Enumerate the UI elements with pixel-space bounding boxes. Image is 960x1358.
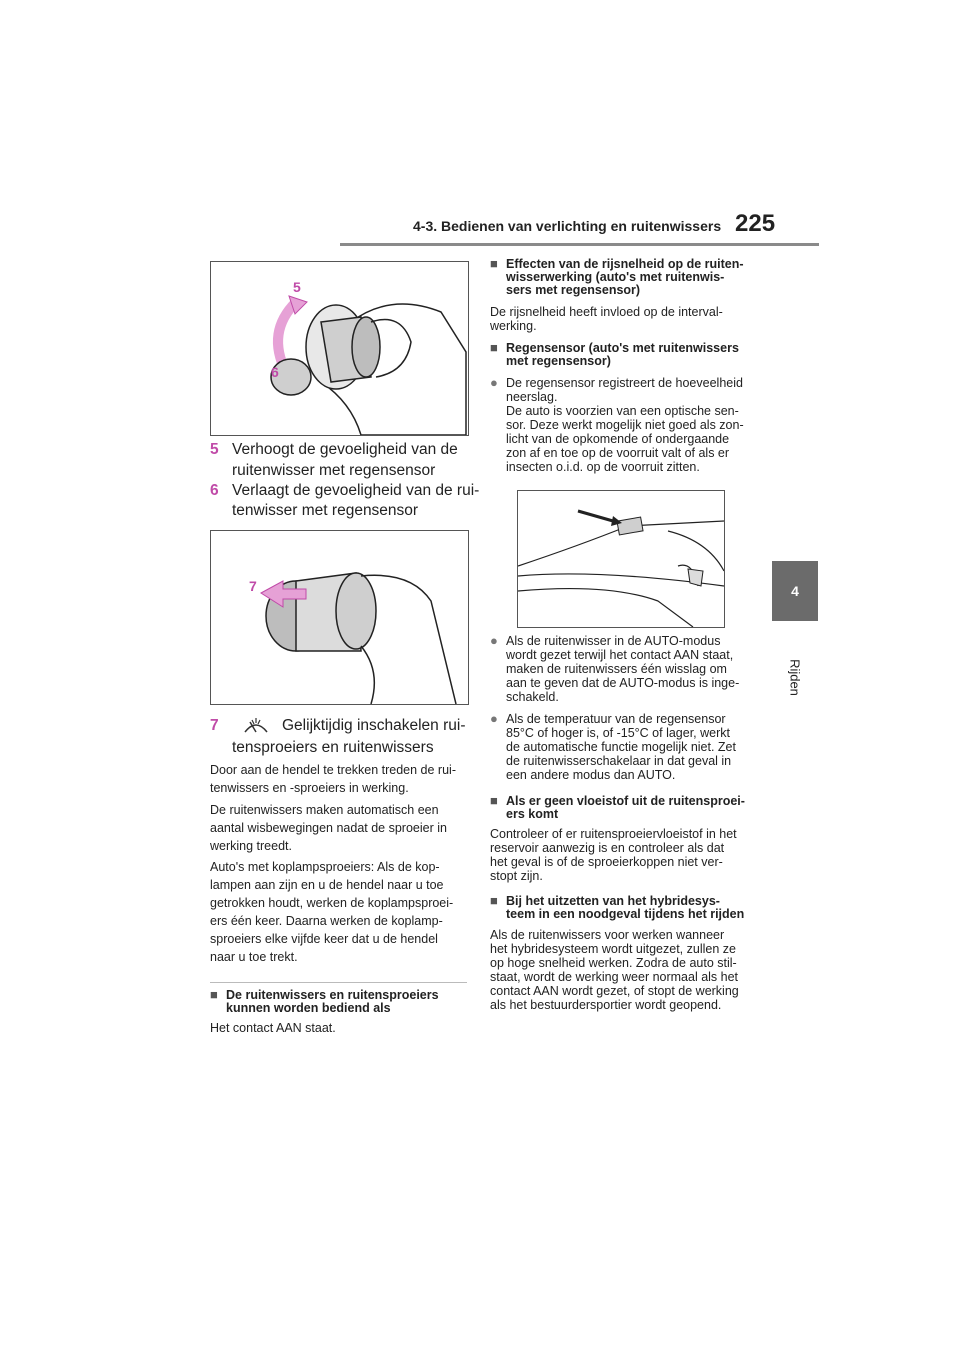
para-line: De rijsnelheid heeft invloed op de interval-: [490, 305, 723, 319]
bullet-temperature: [490, 711, 760, 782]
para-line: op hoge snelheid werken. Zodra de auto stil-: [490, 956, 737, 970]
square-bullet-icon: ■: [490, 256, 498, 271]
para-line: De auto is voorzien van een optische sen-: [506, 404, 739, 418]
para-headlamp-washers: [210, 858, 475, 966]
item-6-number: 6: [210, 482, 219, 499]
para-line: de ruitenwisserschakelaar in dat geval in: [506, 754, 732, 768]
para-line: aantal wisbewegingen nadat de sproeier in: [210, 821, 447, 835]
para-line: lampen aan zijn en u de hendel naar u toe: [210, 878, 444, 892]
section-emergency-stop: [490, 893, 760, 921]
item-7-line2: tensproeiers en ruitenwissers: [232, 739, 434, 756]
para-line: staat, wordt de werking weer normaal als het: [490, 970, 739, 984]
square-bullet-icon: ■: [210, 987, 218, 1002]
chapter-label: [760, 650, 830, 710]
bullet-text: [506, 712, 736, 782]
para-line: zon af en toe op de voorruit valt of als er: [506, 446, 730, 460]
square-bullet-icon: ■: [490, 793, 498, 808]
para-line: schakeld.: [506, 690, 559, 704]
bullet-auto-mode: [490, 633, 760, 704]
para-line: Controleer of er ruitensproeiervloeistof in het: [490, 827, 737, 841]
header-rule: [340, 243, 819, 246]
para-line: Als de temperatuur van de regensensor: [506, 712, 726, 726]
section-divider: [210, 982, 467, 983]
para-line: Door aan de hendel te trekken treden de rui-: [210, 763, 456, 777]
para-line: naar u toe trekt.: [210, 950, 298, 964]
section-title-line: sers met regensensor): [506, 283, 641, 297]
section-speed-body: [490, 305, 760, 333]
para-line: neerslag.: [506, 390, 558, 404]
figure-knob-sensitivity: [210, 261, 469, 436]
para-line: Auto's met koplampsproeiers: Als de kop-: [210, 860, 440, 874]
section-title-line: De ruitenwissers en ruitensproeiers: [226, 988, 439, 1002]
para-line: De regensensor registreert de hoeveelheid: [506, 376, 743, 390]
para-line: De ruitenwissers maken automatisch een: [210, 803, 439, 817]
chapter-tab[interactable]: 4: [772, 561, 818, 621]
square-bullet-icon: ■: [490, 893, 498, 908]
section-speed-effects: [490, 256, 760, 297]
section-title-line: kunnen worden bediend als: [226, 1001, 391, 1015]
bullet-text: [506, 634, 739, 704]
para-line: werking.: [490, 319, 537, 333]
callout-7: 7: [249, 578, 257, 594]
windshield-illustration: [518, 491, 724, 627]
chapter-label-text: Rijden: [787, 659, 803, 696]
circle-bullet-icon: ●: [490, 375, 498, 390]
item-5: [210, 440, 470, 479]
circle-bullet-icon: ●: [490, 633, 498, 648]
page-number: 225: [735, 210, 776, 237]
circle-bullet-icon: ●: [490, 711, 498, 726]
section-title-line: Effecten van de rijsnelheid op de ruiten-: [506, 257, 744, 271]
para-line: Als de ruitenwissers voor werken wanneer: [490, 928, 725, 942]
section-no-fluid: [490, 793, 760, 821]
hand-knob-illustration: [211, 262, 468, 435]
bullet-text: [506, 376, 744, 474]
figure-windshield-sensor: [517, 490, 725, 628]
section-operable-body: Het contact AAN staat.: [210, 1021, 336, 1035]
section-operable-when: [210, 987, 475, 1015]
section-title-line: Als er geen vloeistof uit de ruitensproei-: [506, 794, 745, 808]
para-line: getrokken houdt, werken de koplampsproei-: [210, 896, 454, 910]
section-rain-sensor: [490, 340, 760, 368]
item-6-line1: Verlaagt de gevoeligheid van de rui-: [232, 482, 480, 499]
para-line: licht van de opkomende of ondergaande: [506, 432, 730, 446]
para-line: 85°C of hoger is, of -15°C of lager, werkt: [506, 726, 730, 740]
section-emergency-body: [490, 928, 760, 1012]
section-title-line: Regensensor (auto's met ruitenwissers: [506, 341, 739, 355]
section-title-line: ers komt: [506, 807, 559, 821]
item-7: [210, 716, 470, 756]
item-5-line2: ruitenwisser met regensensor: [232, 462, 436, 479]
callout-6: 6: [271, 364, 279, 380]
section-title-line: met regensensor): [506, 354, 611, 368]
para-line: aan te geven dat de AUTO-modus is inge-: [506, 676, 740, 690]
callout-5: 5: [293, 279, 301, 295]
para-line: Als de ruitenwisser in de AUTO-modus: [506, 634, 721, 648]
section-title: 4-3. Bedienen van verlichting en ruitenwissers: [413, 218, 722, 234]
para-line: sproeiers elke vijfde keer dat u de hendel: [210, 932, 438, 946]
para-line: het hybridesysteem wordt uitgezet, zullen ze: [490, 942, 736, 956]
para-line: stopt zijn.: [490, 869, 543, 883]
item-7-number: 7: [210, 717, 219, 734]
para-line: werking treedt.: [210, 839, 292, 853]
para-line: een andere modus dan AUTO.: [506, 768, 676, 782]
bullet-rain-sensor-detects: [490, 375, 760, 474]
para-line: insecten o.i.d. op de voorruit zitten.: [506, 460, 700, 474]
para-line: wordt gezet terwijl het contact AAN staat,: [506, 648, 734, 662]
para-line: reservoir aanwezig is en controleer als dat: [490, 841, 725, 855]
para-auto-wipes: [210, 801, 475, 855]
item-7-line1: Gelijktijdig inschakelen rui-: [282, 717, 466, 734]
hand-lever-illustration: [211, 531, 468, 704]
item-6: [210, 481, 480, 519]
para-line: het geval is of de sproeierkoppen niet ver-: [490, 855, 723, 869]
section-title-line: wisserwerking (auto's met ruitenwis-: [506, 270, 725, 284]
para-line: maken de ruitenwissers één wisslag om: [506, 662, 727, 676]
para-line: ers één keer. Daarna werken de koplamp-: [210, 914, 443, 928]
figure-pull-lever: [210, 530, 469, 705]
item-6-line2: tenwisser met regensensor: [232, 502, 419, 519]
para-line: de automatische functie mogelijk niet. Zet: [506, 740, 736, 754]
item-5-number: 5: [210, 441, 219, 458]
item-5-line1: Verhoogt de gevoeligheid van de: [232, 441, 458, 458]
para-line: sor. Deze werkt mogelijk niet goed als zon-: [506, 418, 744, 432]
section-title-line: teem in een noodgeval tijdens het rijden: [506, 907, 745, 921]
para-pull-lever: [210, 761, 475, 797]
para-line: tenwissers en -sproeiers in werking.: [210, 781, 409, 795]
para-line: contact AAN wordt gezet, of stopt de werking: [490, 984, 739, 998]
section-no-fluid-body: [490, 827, 760, 883]
section-title-line: Bij het uitzetten van het hybridesys-: [506, 894, 720, 908]
para-line: als het bestuurdersportier wordt geopend.: [490, 998, 722, 1012]
square-bullet-icon: ■: [490, 340, 498, 355]
